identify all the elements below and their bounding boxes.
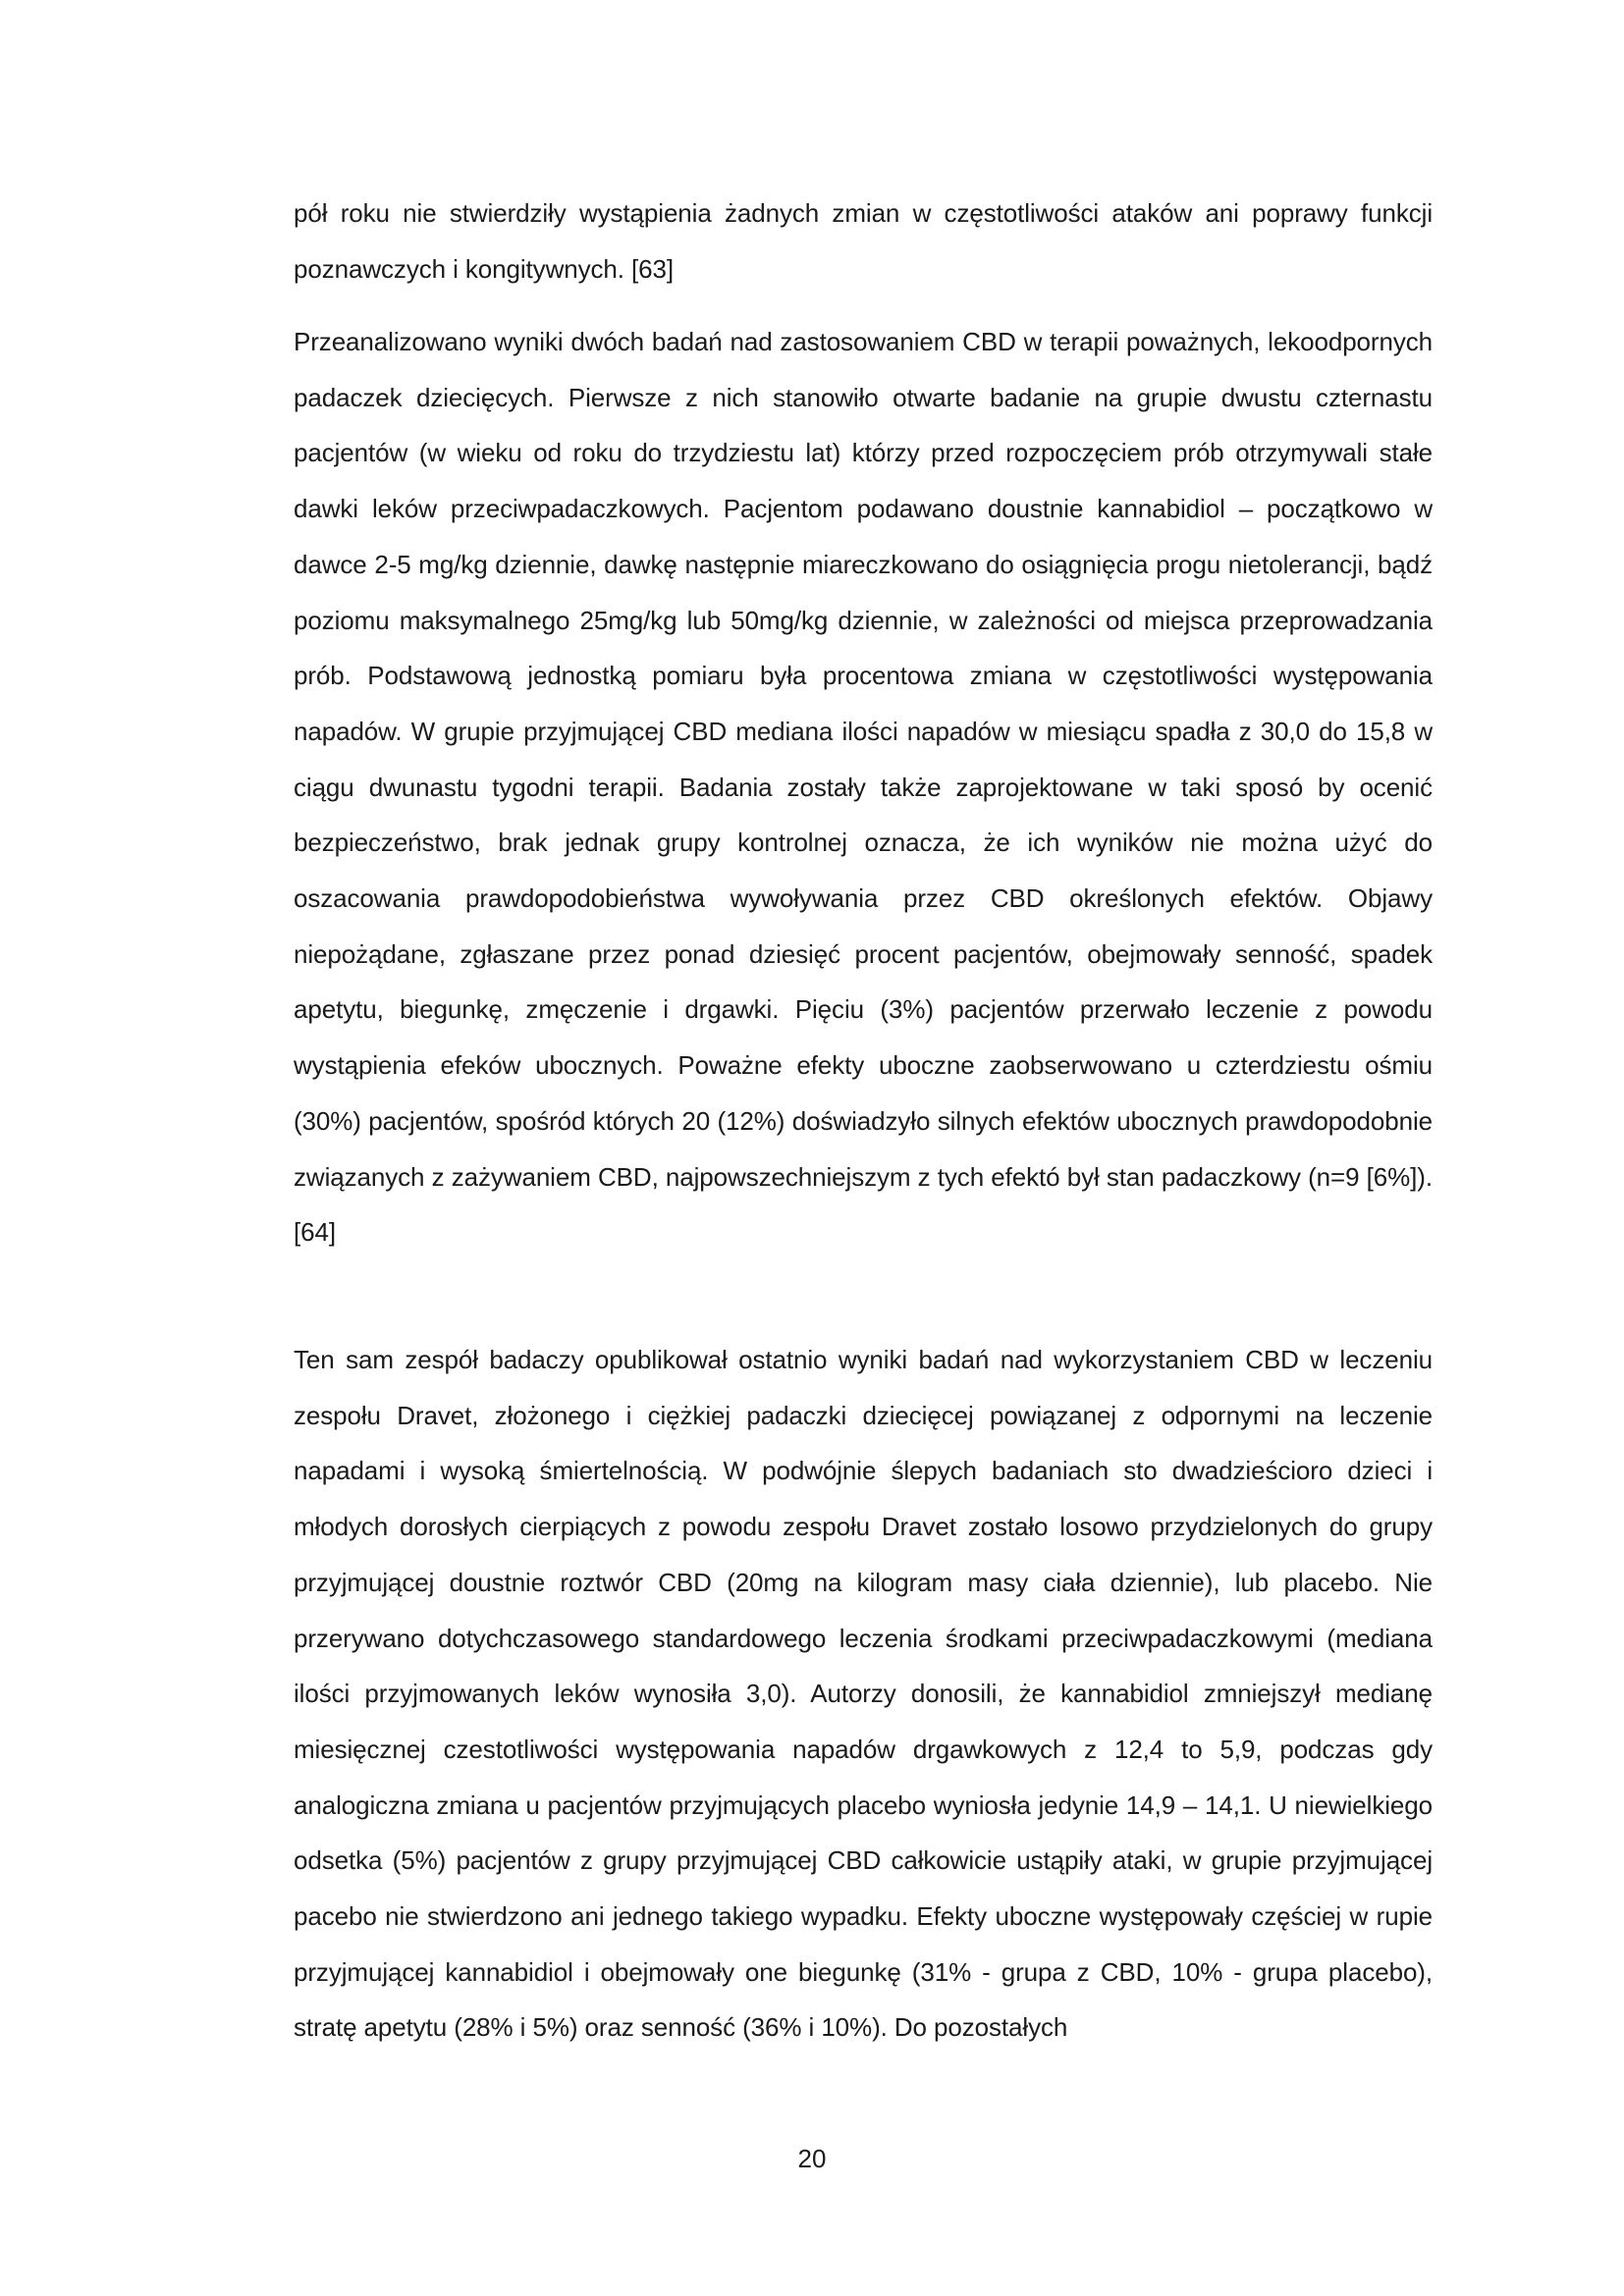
paragraph-cbd-studies [294, 314, 1433, 1260]
paragraph-text: pół roku nie stwierdziły wystąpienia żadnych zmian w częstotliwości ataków ani poprawy funkcji poznawczych i kongitywnych. [63] [294, 198, 1433, 284]
paragraph-continuation [294, 186, 1433, 296]
page-number: 20 [797, 2144, 827, 2173]
paragraph-dravet-study [294, 1332, 1433, 2056]
paragraph-text: Przeanalizowano wyniki dwóch badań nad zastosowaniem CBD w terapii poważnych, lekoodpornych padaczek dziecięcych. Pierwsze z nich stanowiło otwarte badanie na grupie dwustu czternastu pacjentów (w wieku od roku do trzydziestu lat) którzy przed rozpoczęciem prób otrzymywali stałe dawki leków przeciwpadaczkowych. Pacjentom podawano doustnie kannabidiol – początkowo w dawce 2-5 mg/kg dziennie, dawkę następnie miareczkowano do osiągnięcia progu nietolerancji, bądź poziomu maksymalnego 25mg/kg lub 50mg/kg dziennie, w zależności od miejsca przeprowadzania prób. Podstawową jednostką pomiaru była procentowa zmiana w częstotliwości występowania napadów. W grupie przyjmującej CBD mediana ilości napadów w miesiącu spadła z 30,0 do 15,8 w ciągu dwunastu tygodni terapii. Badania zostały także zaprojektowane w taki sposó by ocenić bezpieczeństwo, brak jednak grupy kontrolnej oznacza, że ich wyników nie można użyć do oszacowania prawdopodobieństwa wywoływania przez CBD określonych efektów. Objawy niepożądane, zgłaszane przez ponad dziesięć procent pacjentów, obejmowały senność, spadek apetytu, biegunkę, zmęczenie i drgawki. Pięciu (3%) pacjentów przerwało leczenie z powodu wystąpienia efeków ubocznych. Poważne efekty uboczne zaobserwowano u czterdziestu ośmiu (30%) pacjentów, spośród których 20 (12%) doświadzyło silnych efektów ubocznych prawdopodobnie związanych z zażywaniem CBD, najpowszechniejszym z tych efektó był stan padaczkowy (n=9 [6%]). [64] [294, 327, 1433, 1248]
paragraph-text: Ten sam zespół badaczy opublikował ostatnio wyniki badań nad wykorzystaniem CBD w leczeniu zespołu Dravet, złożonego i ciężkiej padaczki dziecięcej powiązanej z odpornymi na leczenie napadami i wysoką śmiertelnością. W podwójnie ślepych badaniach sto dwadzieścioro dzieci i młodych dorosłych cierpiących z powodu zespołu Dravet zostało losowo przydzielonych do grupy przyjmującej doustnie roztwór CBD (20mg na kilogram masy ciała dziennie), lub placebo. Nie przerywano dotychczasowego standardowego leczenia środkami przeciwpadaczkowymi (mediana ilości przyjmowanych leków wynosiła 3,0). Autorzy donosili, że kannabidiol zmniejszył medianę miesięcznej czestotliwości występowania napadów drgawkowych z 12,4 to 5,9, podczas gdy analogiczna zmiana u pacjentów przyjmujących placebo wyniosła jedynie 14,9 – 14,1. U niewielkiego odsetka (5%) pacjentów z grupy przyjmującej CBD całkowicie ustąpiły ataki, w grupie przyjmującej pacebo nie stwierdzono ani jednego takiego wypadku. Efekty uboczne występowały częściej w rupie przyjmującej kannabidiol i obejmowały one biegunkę (31% - grupa z CBD, 10% - grupa placebo), stratę apetytu (28% i 5%) oraz senność (36% i 10%). Do pozostałych [294, 1345, 1433, 2043]
